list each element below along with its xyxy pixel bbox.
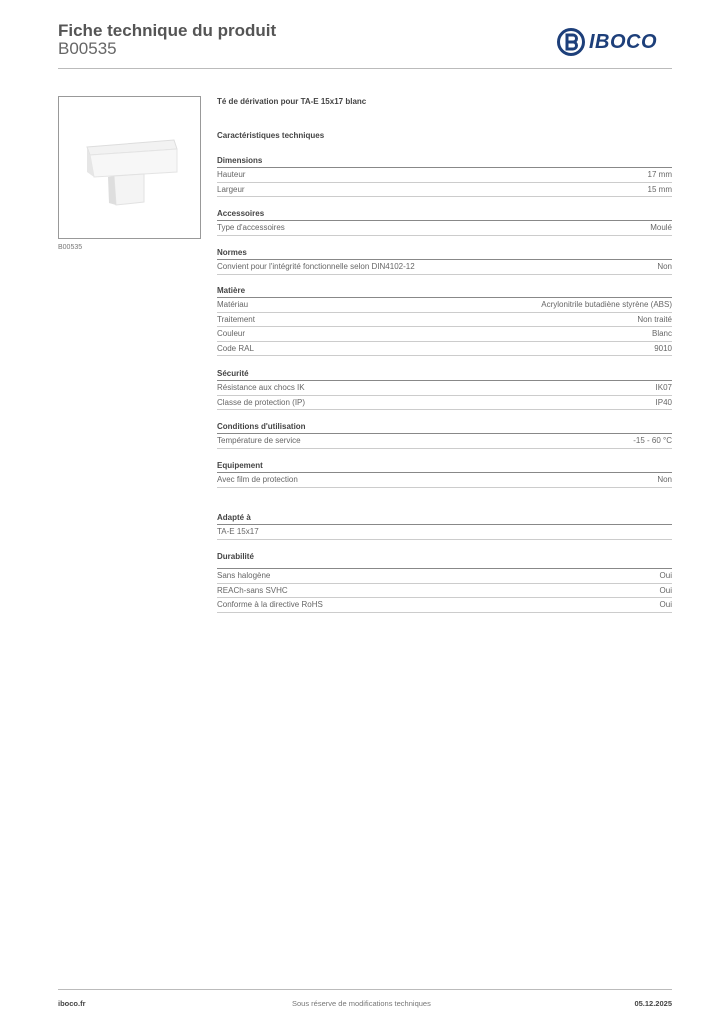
spec-label: Classe de protection (IP) — [217, 397, 306, 407]
spec-section — [217, 285, 672, 356]
page-title: Fiche technique du produit — [58, 21, 277, 40]
section-heading: Adapté à — [217, 512, 672, 525]
spec-label: Température de service — [217, 436, 301, 445]
spec-section — [217, 247, 672, 275]
spec-row — [217, 525, 672, 540]
spec-label: Hauteur — [217, 170, 246, 179]
spec-section — [217, 208, 672, 236]
spec-label: Couleur — [217, 329, 246, 338]
spec-label: Avec film de protection — [217, 475, 298, 484]
spec-label: Conforme à la directive RoHS — [217, 600, 323, 609]
spec-label: Largeur — [217, 184, 245, 194]
spec-section — [217, 551, 672, 613]
spec-value: Non — [657, 475, 672, 484]
spec-label: Résistance aux chocs IK — [217, 383, 305, 392]
specs-heading: Caractéristiques techniques — [217, 131, 325, 140]
spec-row — [217, 434, 672, 449]
product-code: B00535 — [58, 39, 117, 58]
logo-mark-icon — [557, 28, 585, 56]
spec-label: TA-E 15x17 — [217, 527, 259, 536]
spec-row — [217, 569, 672, 584]
section-heading: Durabilité — [217, 551, 672, 569]
spec-value: IP40 — [655, 397, 672, 407]
image-caption: B00535 — [58, 244, 83, 251]
spec-value: Oui — [659, 600, 672, 609]
spec-row — [217, 260, 672, 275]
spec-section — [217, 421, 672, 449]
spec-label: Type d'accessoires — [217, 223, 285, 232]
spec-value: 17 mm — [647, 170, 672, 179]
spec-label: Convient pour l'intégrité fonctionnelle selon DIN4102-12 — [217, 262, 415, 271]
spec-section — [217, 155, 672, 197]
spec-row — [217, 396, 672, 411]
footer-disclaimer: Sous réserve de modifications techniques — [292, 999, 431, 1008]
spec-label: Sans halogène — [217, 571, 271, 580]
spec-value: Non traité — [637, 314, 672, 324]
footer-date: 05.12.2025 — [634, 999, 672, 1008]
footer-website[interactable]: iboco.fr — [58, 999, 86, 1008]
spec-value: Moulé — [650, 223, 672, 232]
spec-value: Oui — [659, 571, 672, 580]
spec-row — [217, 598, 672, 613]
header-divider — [58, 68, 672, 69]
spec-value: Blanc — [651, 329, 672, 338]
spec-section — [217, 512, 672, 540]
spec-label: REACh-sans SVHC — [217, 585, 288, 595]
spec-value: Non — [657, 262, 672, 271]
section-heading: Equipement — [217, 460, 672, 473]
spec-label: Traitement — [217, 314, 255, 324]
spec-value: 15 mm — [647, 184, 672, 194]
spec-value: 9010 — [654, 343, 672, 353]
product-title: Té de dérivation pour TA-E 15x17 blanc — [217, 97, 367, 106]
footer-divider — [58, 989, 672, 990]
spec-row — [217, 313, 672, 328]
spec-row — [217, 298, 672, 313]
spec-label: Code RAL — [217, 343, 254, 353]
tee-fitting-image — [59, 97, 200, 238]
spec-value: Acrylonitrile butadiène styrène (ABS) — [541, 300, 672, 309]
spec-value: IK07 — [655, 383, 672, 392]
spec-row — [217, 327, 672, 342]
spec-label: Matériau — [217, 300, 249, 309]
section-heading: Normes — [217, 247, 672, 260]
section-heading: Conditions d'utilisation — [217, 421, 672, 434]
spec-row — [217, 381, 672, 396]
spec-row — [217, 342, 672, 357]
spec-value: Oui — [659, 585, 672, 595]
section-heading: Accessoires — [217, 208, 672, 221]
section-heading: Sécurité — [217, 368, 672, 381]
iboco-logo — [557, 28, 657, 56]
product-image — [58, 96, 201, 239]
section-heading: Dimensions — [217, 155, 672, 168]
spec-section — [217, 460, 672, 488]
section-heading: Matière — [217, 285, 672, 298]
spec-row — [217, 584, 672, 599]
spec-row — [217, 473, 672, 488]
spec-row — [217, 183, 672, 198]
spec-row — [217, 168, 672, 183]
spec-section — [217, 368, 672, 410]
logo-wordmark: IBOCO — [589, 30, 658, 53]
spec-value: -15 - 60 °C — [633, 436, 672, 445]
spec-row — [217, 221, 672, 236]
